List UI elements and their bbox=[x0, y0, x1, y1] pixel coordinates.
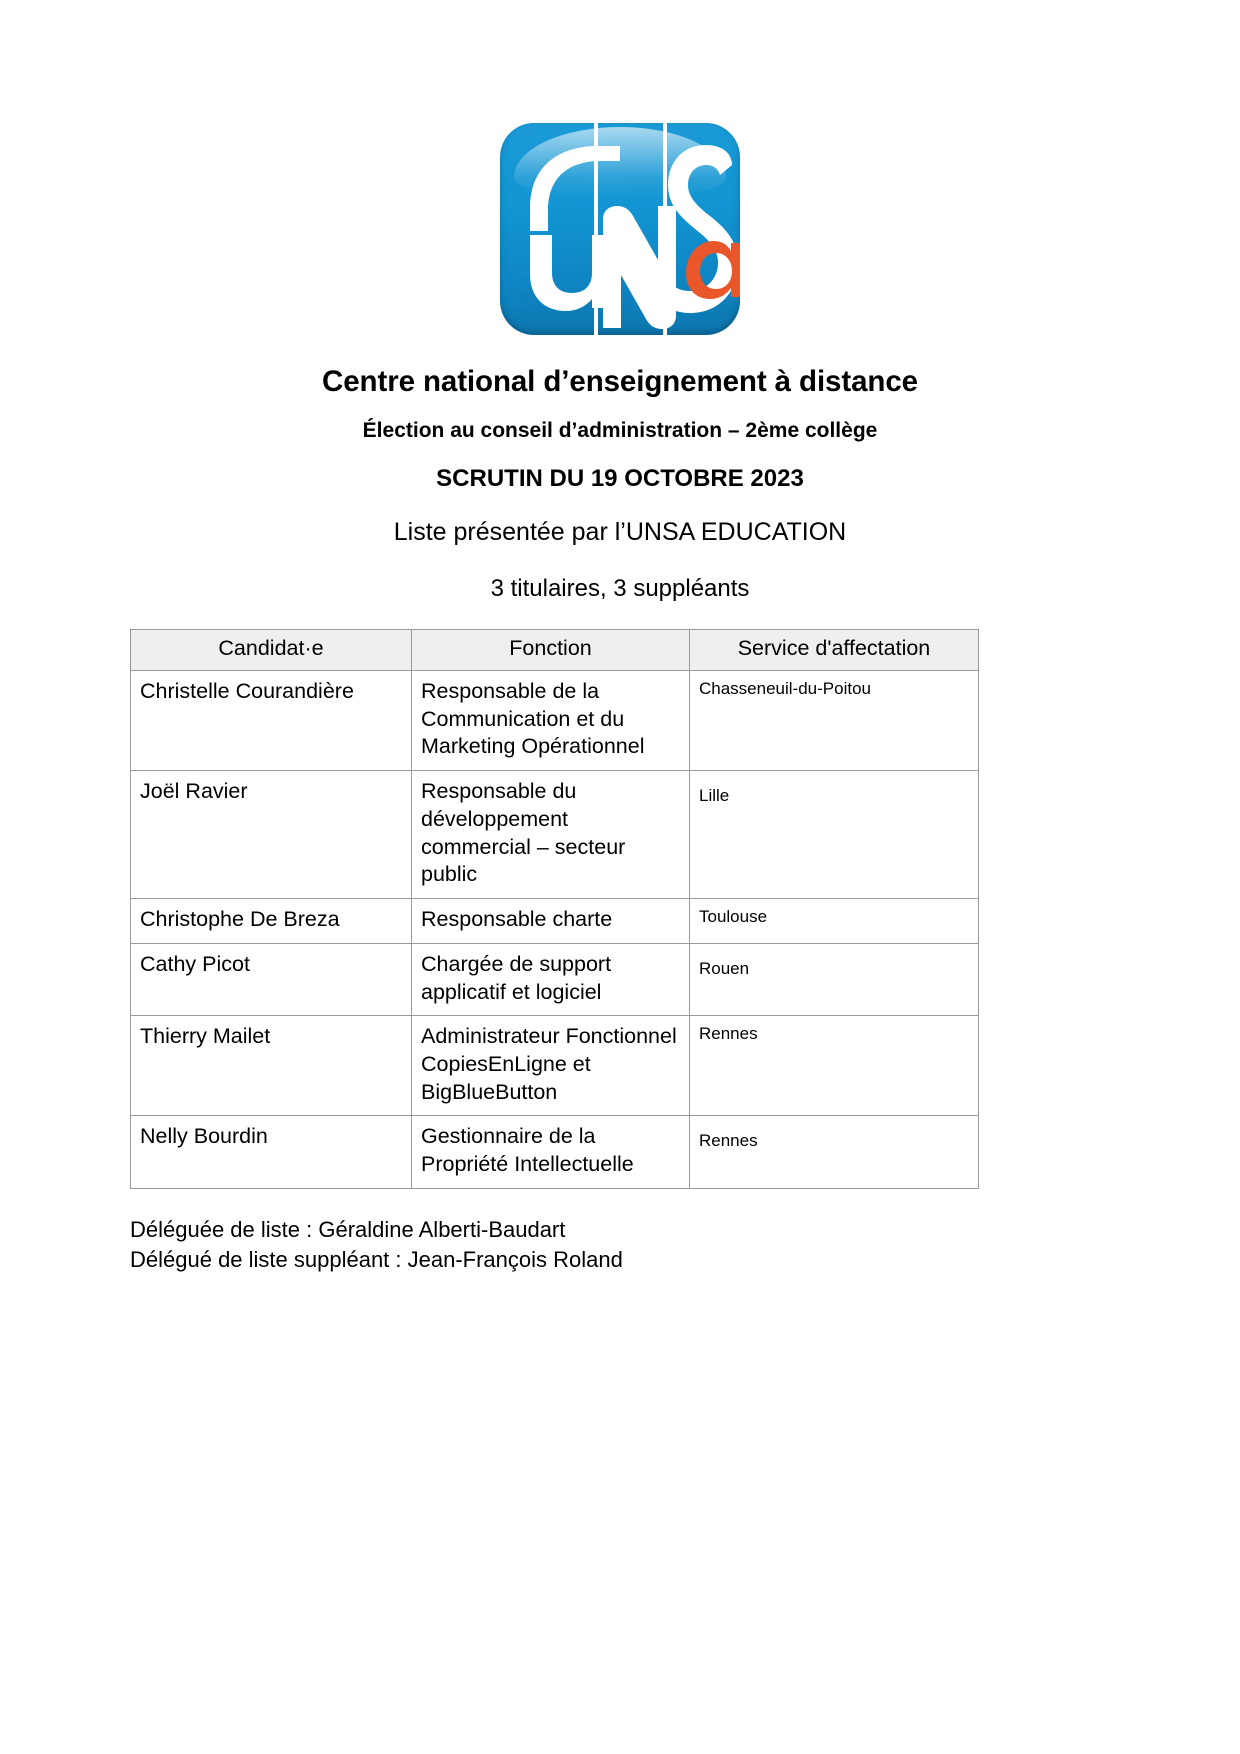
column-header-function: Fonction bbox=[412, 630, 690, 671]
column-header-candidate: Candidat·e bbox=[131, 630, 412, 671]
list-presenter: Liste présentée par l’UNSA EDUCATION bbox=[393, 518, 847, 547]
delegates-block bbox=[130, 1215, 1110, 1276]
candidate-function: Administrateur Fonctionnel CopiesEnLigne et BigBlueButton bbox=[412, 1016, 690, 1116]
candidate-name: Thierry Mailet bbox=[131, 1016, 412, 1116]
candidate-function: Responsable du développement commercial – secteur public bbox=[412, 771, 690, 899]
scrutin-date: SCRUTIN DU 19 OCTOBRE 2023 bbox=[436, 464, 804, 492]
election-subtitle: Élection au conseil d’administration – 2ème collège bbox=[362, 419, 878, 443]
candidate-function: Responsable de la Communication et du Marketing Opérationnel bbox=[412, 670, 690, 770]
candidate-service: Chasseneuil-du-Poitou bbox=[690, 670, 979, 770]
candidate-function: Responsable charte bbox=[412, 899, 690, 944]
candidate-service: Rennes bbox=[690, 1016, 979, 1116]
candidate-name: Nelly Bourdin bbox=[131, 1116, 412, 1188]
candidate-function: Chargée de support applicatif et logiciel bbox=[412, 943, 690, 1015]
table-row bbox=[131, 670, 979, 770]
candidate-service: Lille bbox=[690, 771, 979, 899]
table-row bbox=[131, 899, 979, 944]
delegate-primary: Déléguée de liste : Géraldine Alberti-Baudart bbox=[130, 1216, 566, 1242]
logo-container bbox=[130, 0, 1110, 335]
table-header bbox=[131, 630, 979, 671]
table-row bbox=[131, 1116, 979, 1188]
candidate-service: Rennes bbox=[690, 1116, 979, 1188]
unsa-logo-icon bbox=[500, 123, 740, 335]
page-title: Centre national d’enseignement à distance bbox=[322, 365, 918, 398]
table-row bbox=[131, 771, 979, 899]
candidate-name: Joël Ravier bbox=[131, 771, 412, 899]
delegate-substitute: Délégué de liste suppléant : Jean-François Roland bbox=[130, 1247, 623, 1273]
candidate-service: Rouen bbox=[690, 943, 979, 1015]
candidate-function: Gestionnaire de la Propriété Intellectuelle bbox=[412, 1116, 690, 1188]
column-header-service: Service d'affectation bbox=[690, 630, 979, 671]
seat-count: 3 titulaires, 3 suppléants bbox=[490, 575, 750, 603]
candidate-service: Toulouse bbox=[690, 899, 979, 944]
candidate-name: Christelle Courandière bbox=[131, 670, 412, 770]
table-header-row bbox=[131, 630, 979, 671]
table-row bbox=[131, 1016, 979, 1116]
candidate-name: Cathy Picot bbox=[131, 943, 412, 1015]
table-body bbox=[131, 670, 979, 1188]
candidate-name: Christophe De Breza bbox=[131, 899, 412, 944]
table-row bbox=[131, 943, 979, 1015]
candidates-table bbox=[130, 629, 979, 1189]
